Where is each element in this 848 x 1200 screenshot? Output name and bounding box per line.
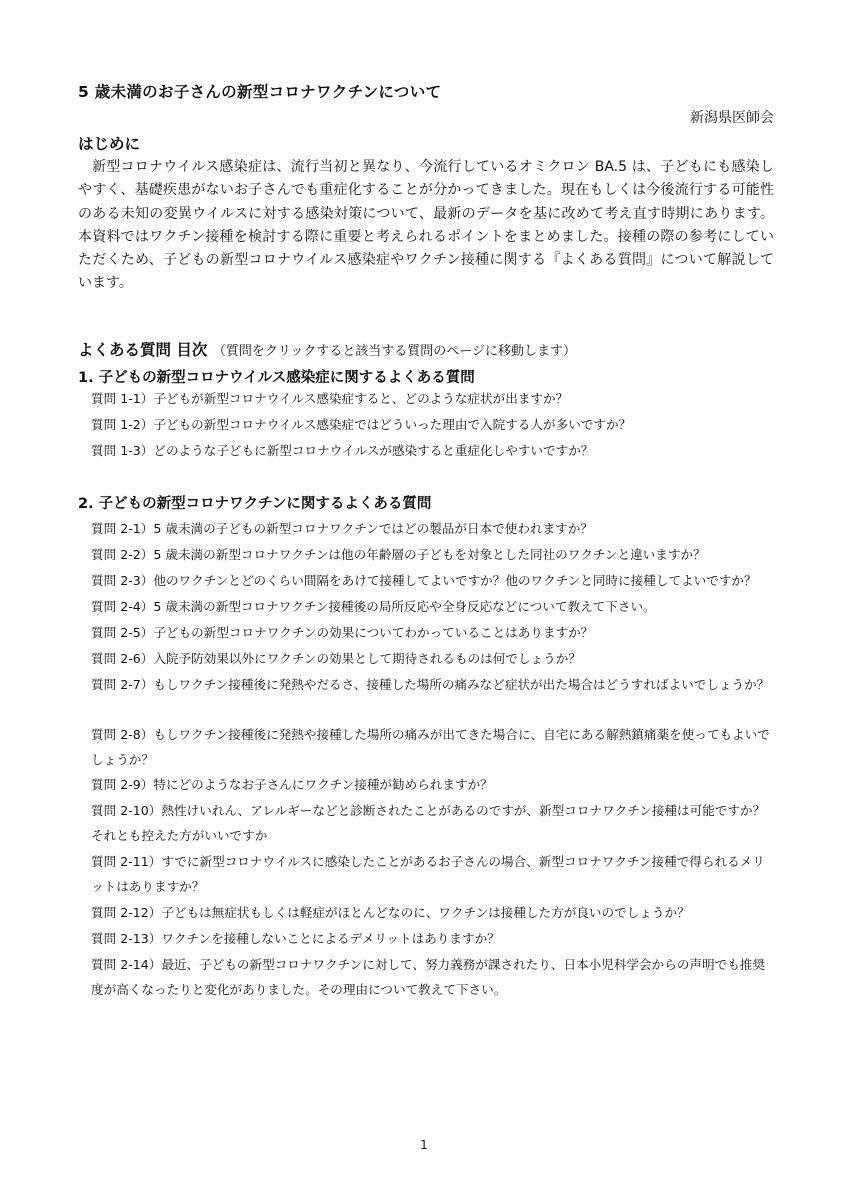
toc-link-q1-3[interactable]: 質問 1-3）どのような子どもに新型コロナウイルスが感染すると重症化しやすいですか？ <box>91 443 594 458</box>
toc-link-q2-9[interactable]: 質問 2-9）特にどのようなお子さんにワクチン接種が勧められますか？ <box>91 777 493 792</box>
toc-link-q2-6[interactable]: 質問 2-6）入院予防効果以外にワクチンの効果として期待されるものは何でしょうか？ <box>91 651 581 666</box>
toc-link-q2-2[interactable]: 質問 2-2）5 歳未満の新型コロナワクチンは他の年齢層の子どもを対象とした同社のワクチンと違いますか？ <box>91 547 706 562</box>
toc-link-q2-7[interactable]: 質問 2-7）もしワクチン接種後に発熱やだるさ、接種した場所の痛みなど症状が出た場合はどうすればよいでしょうか？ <box>91 677 770 692</box>
toc-heading <box>78 338 576 360</box>
intro-text: 新型コロナウイルス感染症は、流行当初と異なり、今流行しているオミクロン BA.5 は、子どもにも感染しやすく、基礎疾患がないお子さんでも重症化することが分かってきました。現在もしくは今後流行する可能性のある未知の変異ウイルスに対する感染対策について、最新のデータを基に改めて考え直す時期にあります。本資料ではワクチン接種を検討する際に重要と考えられるポイントをまとめました。接種の際の参考にしていただくため、子どもの新型コロナウイルス感染症やワクチン接種に関する『よくある質問』について解説しています。 <box>78 159 774 292</box>
toc-link-q2-8[interactable]: 質問 2-8）もしワクチン接種後に発熱や接種した場所の痛みが出てきた場合に、自宅にある解熱鎮痛薬を使ってもよいでしょうか？ <box>91 727 770 768</box>
intro-heading: はじめに <box>78 135 141 153</box>
toc-link-q2-10[interactable]: 質問 2-10）熱性けいれん、アレルギーなどと診断されたことがあるのですが、新型コロナワクチン接種は可能ですか？それとも控えた方がいいですか <box>91 803 766 844</box>
toc-title: よくある質問 目次 <box>78 341 208 359</box>
toc-note: （質問をクリックすると該当する質問のページに移動します） <box>212 344 577 359</box>
toc-link-q2-12[interactable]: 質問 2-12）子どもは無症状もしくは軽症がほとんどなのに、ワクチンは接種した方が良いのでしょうか？ <box>91 905 690 920</box>
toc-link-q2-11[interactable]: 質問 2-11）すでに新型コロナウイルスに感染したことがあるお子さんの場合、新型コロナワクチン接種で得られるメリットはありますか？ <box>91 854 765 895</box>
toc-link-q2-14[interactable]: 質問 2-14）最近、子どもの新型コロナワクチンに対して、努力義務が課されたり、日本小児科学会からの声明でも推奨度が高くなったりと変化がありました。その理由について教えて下さい。 <box>91 957 765 998</box>
toc-link-q2-4[interactable]: 質問 2-4）5 歳未満の新型コロナワクチン接種後の局所反応や全身反応などについて教えて下さい。 <box>91 599 656 614</box>
toc-link-q2-13[interactable]: 質問 2-13）ワクチンを接種しないことによるデメリットはありますか？ <box>91 931 500 946</box>
author-organization: 新潟県医師会 <box>690 110 774 126</box>
toc-link-q2-5[interactable]: 質問 2-5）子どもの新型コロナワクチンの効果についてわかっていることはありますか？ <box>91 625 594 640</box>
toc-link-q1-2[interactable]: 質問 1-2）子どもの新型コロナウイルス感染症ではどういった理由で入院する人が多いですか？ <box>91 417 632 432</box>
toc-link-q1-1[interactable]: 質問 1-1）子どもが新型コロナウイルス感染症すると、どのような症状が出ますか？ <box>91 391 569 406</box>
intro-paragraph <box>78 156 774 296</box>
document-title: 5 歳未満のお子さんの新型コロナワクチンについて <box>78 83 442 101</box>
page-number: 1 <box>420 1138 428 1152</box>
toc-link-q2-3[interactable]: 質問 2-3）他のワクチンとどのくらい間隔をあけて接種してよいですか？他のワクチンと同時に接種してよいですか？ <box>91 573 757 588</box>
toc-link-q2-1[interactable]: 質問 2-1）5 歳未満の子どもの新型コロナワクチンではどの製品が日本で使われますか？ <box>91 521 593 536</box>
section2-heading: 2. 子どもの新型コロナワクチンに関するよくある質問 <box>78 496 432 512</box>
section1-heading: 1. 子どもの新型コロナウイルス感染症に関するよくある質問 <box>78 370 475 386</box>
